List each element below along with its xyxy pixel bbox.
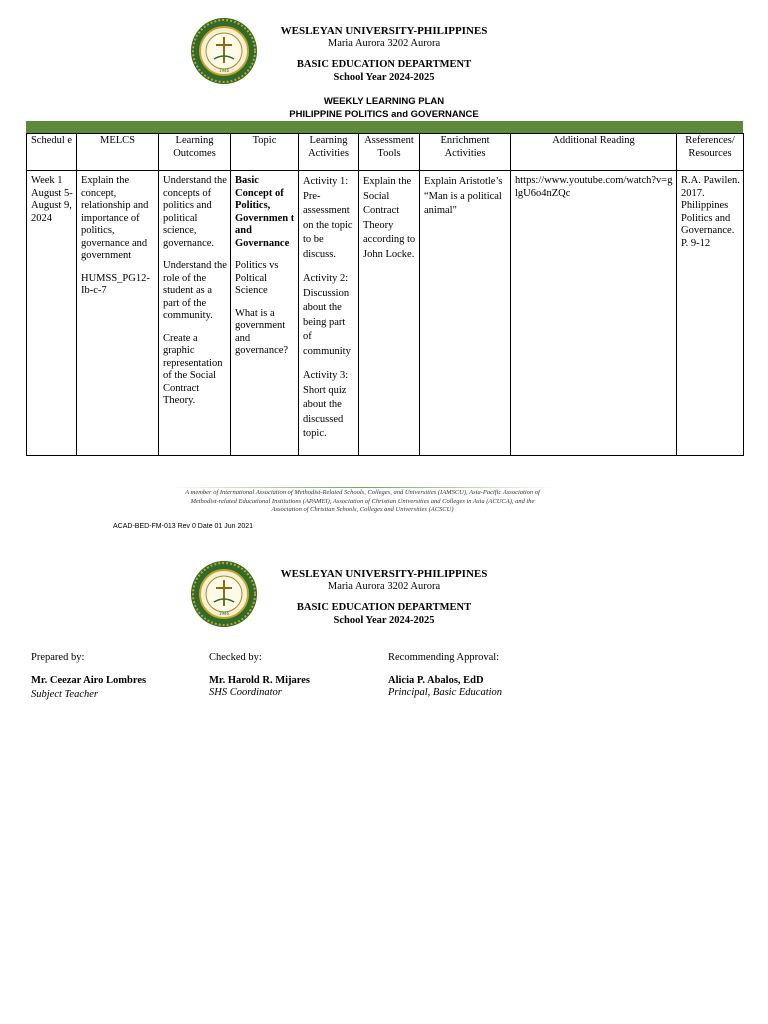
cell-assessment: Explain the Social Contract Theory according to John Locke. <box>359 171 420 456</box>
activity-2: Activity 2: Discussion about the being part of community <box>303 273 351 357</box>
school-year-2: School Year 2024-2025 <box>333 615 435 626</box>
cell-topic <box>231 171 299 456</box>
reading-link[interactable]: https://www.youtube.com/watch?v=glgU6o4nZQc <box>515 175 673 199</box>
prepared-role: Subject Teacher <box>31 689 98 700</box>
col-header-assessment: Assessment Tools <box>359 134 420 171</box>
col-header-topic: Topic <box>231 134 299 171</box>
university-address-2: Maria Aurora 3202 Aurora <box>327 581 441 592</box>
approval-label: Recommending Approval: <box>388 652 500 663</box>
university-address: Maria Aurora 3202 Aurora <box>327 38 441 49</box>
outcome-1: Understand the concepts of politics and political science, governance. <box>163 175 227 249</box>
school-year: School Year 2024-2025 <box>333 72 435 83</box>
plan-subject: PHILIPPINE POLITICS and GOVERNANCE <box>289 109 479 120</box>
cell-references: R.A. Pawilen. 2017. Philippines Politics and Governance. P. 9-12 <box>677 171 744 456</box>
cell-activities <box>299 171 359 456</box>
checked-name: Mr. Harold R. Mijares <box>209 675 311 686</box>
col-header-outcomes: Learning Outcomes <box>159 134 231 171</box>
table-header-bar <box>26 121 743 133</box>
department-name-2: BASIC EDUCATION DEPARTMENT <box>296 602 472 613</box>
approval-name: Alicia P. Abalos, EdD <box>388 675 484 686</box>
col-header-enrichment: Enrichment Activities <box>420 134 511 171</box>
form-code: ACAD-BED-FM-013 Rev 0 Date 01 Jun 2021 <box>113 523 254 530</box>
svg-text:1946: 1946 <box>218 611 230 616</box>
checked-label: Checked by: <box>209 652 262 663</box>
prepared-label: Prepared by: <box>31 652 85 663</box>
approval-role: Principal, Basic Education <box>388 687 503 698</box>
svg-text:1946: 1946 <box>218 68 230 73</box>
cell-enrichment: Explain Aristotle’s “Man is a political animal" <box>420 171 511 456</box>
checked-role: SHS Coordinator <box>209 687 282 698</box>
col-header-references: References/ Resources <box>677 134 744 171</box>
topic-sub-2: What is a government and governance? <box>235 307 289 356</box>
weekly-plan-table <box>26 133 744 456</box>
plan-title: WEEKLY LEARNING PLAN <box>323 96 445 107</box>
outcome-3: Create a graphic representation of the Social Contract Theory. <box>163 332 223 406</box>
col-header-reading: Additional Reading <box>511 134 677 171</box>
university-seal <box>190 17 258 90</box>
topic-main: Basic Concept of Politics, Governmen t and Governance <box>235 175 295 249</box>
cell-melcs <box>77 171 159 456</box>
melcs-text: Explain the concept, relationship and importance of politics, governance and government <box>81 175 149 261</box>
table-row <box>27 171 744 456</box>
melcs-code: HUMSS_PG12-Ib-c-7 <box>81 272 150 296</box>
col-header-schedule: Schedul e <box>27 134 77 171</box>
activity-1: Activity 1: Pre-assessment on the topic to be discuss. <box>303 176 353 260</box>
cell-schedule: Week 1 August 5- August 9, 2024 <box>27 171 77 456</box>
cell-reading <box>511 171 677 456</box>
topic-sub-1: Politics vs Poltical Science <box>235 260 279 296</box>
department-name: BASIC EDUCATION DEPARTMENT <box>296 59 472 70</box>
university-name-2: WESLEYAN UNIVERSITY-PHILIPPINES <box>280 568 488 580</box>
prepared-name: Mr. Ceezar Airo Lombres <box>31 675 147 686</box>
outcome-2: Understand the role of the student as a part of the community. <box>163 260 227 321</box>
cell-outcomes <box>159 171 231 456</box>
footer-divider <box>170 487 555 488</box>
table-header-row <box>27 134 744 171</box>
col-header-activities: Learning Activities <box>299 134 359 171</box>
activity-3: Activity 3: Short quiz about the discussed topic. <box>303 370 349 439</box>
university-name: WESLEYAN UNIVERSITY-PHILIPPINES <box>280 25 488 37</box>
university-seal-2 <box>190 560 258 633</box>
membership-note: A member of International Association of Methodist-Related Schools, Colleges, and Universities (IAMSCU), Asia-Pacific Association of Methodist-related Educational Institutions (APAMEI), Association of Christian Universities and Colleges in Asia (ACUCA), and the Association of Christian Schools, Colleges and Universities (ACSCU) <box>185 489 540 513</box>
col-header-melcs: MELCS <box>77 134 159 171</box>
